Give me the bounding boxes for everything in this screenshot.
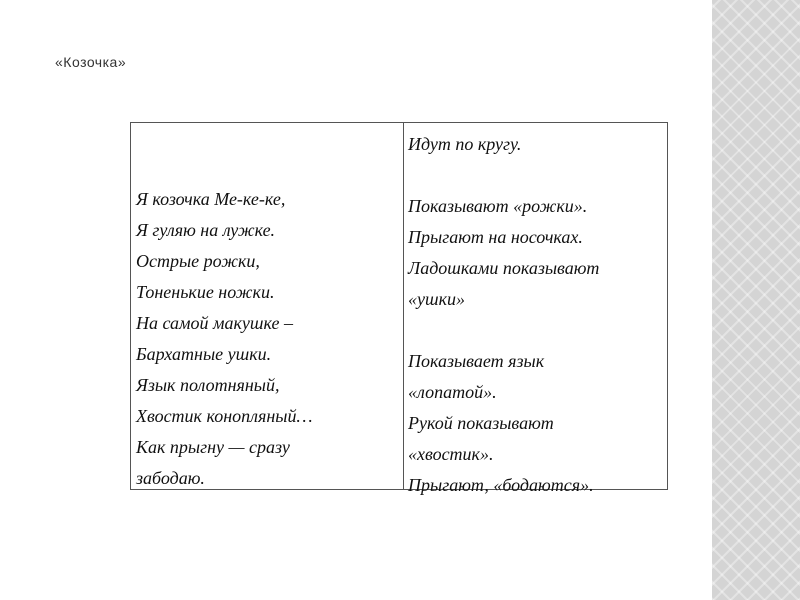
poem-table [130, 122, 668, 495]
action-line: «ушки» [408, 289, 465, 309]
actions-column [404, 123, 667, 495]
poem-line: Я гуляю на лужке. [136, 220, 276, 240]
poem-line: Тоненькие ножки. [136, 282, 275, 302]
action-line: Идут по кругу. [408, 134, 522, 154]
poem-line: Как прыгну — сразу [136, 437, 290, 457]
poem-line: Язык полотняный, [136, 375, 280, 395]
poem-line: Хвостик конопляный… [136, 406, 313, 426]
poem-line: Я козочка Ме-ке-ке, [136, 189, 286, 209]
slide-title: «Козочка» [55, 54, 127, 70]
action-line: Показывает язык [408, 351, 545, 371]
poem-line: На самой макушке – [136, 313, 293, 333]
decorative-side-band [712, 0, 800, 600]
action-line: Прыгают на носочках. [408, 227, 583, 247]
action-line: «лопатой». [408, 382, 497, 402]
poem-line: Бархатные ушки. [136, 344, 272, 364]
action-spacer [408, 315, 667, 346]
action-line: Рукой показывают [408, 413, 554, 433]
poem-line: забодаю. [136, 468, 205, 488]
action-line: Прыгают, «бодаются». [408, 475, 594, 495]
poem-line: Острые рожки, [136, 251, 260, 271]
action-line: Ладошками показывают [408, 258, 600, 278]
action-line: «хвостик». [408, 444, 494, 464]
action-line: Показывают «рожки». [408, 196, 588, 216]
poem-text-column [131, 123, 404, 489]
action-spacer [408, 160, 667, 191]
